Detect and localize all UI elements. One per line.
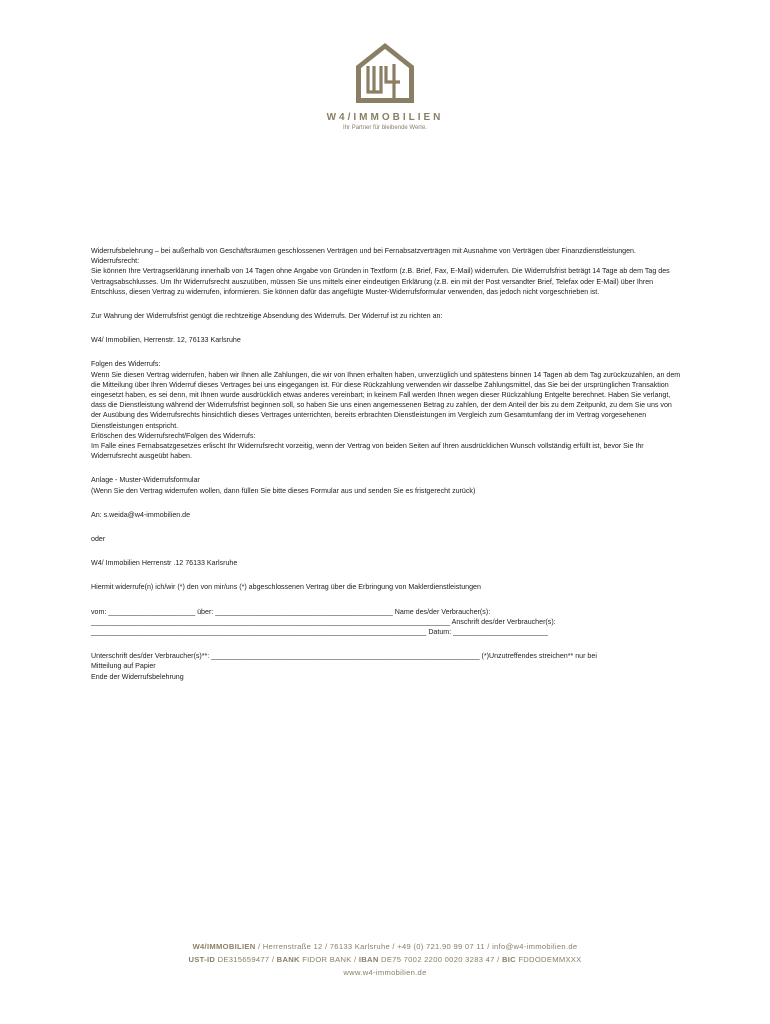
paper-note: Mitteilung auf Papier bbox=[91, 662, 156, 671]
address-text: W4/ Immobilien, Herrenstr. 12, 76133 Karlsruhe bbox=[91, 336, 241, 345]
brand-tagline: Ihr Partner für bleibende Werte. bbox=[343, 125, 427, 131]
heading-expiry: Erlöschen des Widerrufsrecht/Folgen des Widerrufs: bbox=[91, 431, 256, 440]
form-line-date: _____________________________________________________________________________________ Datum: ________________________ bbox=[91, 628, 548, 637]
email-recipient: An: s.weida@w4-immobilien.de bbox=[91, 510, 191, 519]
footer-contact: / Herrenstraße 12 / 76133 Karlsruhe / +49 (0) 721.90 99 07 11 / info@w4-immobilien.de bbox=[255, 942, 578, 951]
heading-revocation-right: Widerrufsrecht: bbox=[91, 257, 140, 266]
footer-line-bank bbox=[0, 953, 770, 966]
brand-name: W4/IMMOBILIEN bbox=[326, 112, 444, 123]
annex-note: (Wenn Sie den Vertrag widerrufen wollen, dann füllen Sie bitte dieses Formular aus und senden Sie es fristgerecht zurück) bbox=[91, 486, 476, 495]
footer-ust-label: UST-ID bbox=[188, 955, 216, 964]
footer-bank-label: BANK bbox=[276, 955, 300, 964]
annex-title: Anlage - Muster-Widerrufsformular bbox=[91, 476, 200, 485]
footer-line-contact bbox=[0, 940, 770, 953]
deadline-text: Zur Wahrung der Widerrufsfrist genügt die rechtzeitige Absendung des Widerrufs. Der Widerruf ist zu richten an: bbox=[91, 312, 443, 321]
footer bbox=[0, 940, 770, 979]
document-body bbox=[91, 246, 681, 682]
footer-website: www.w4-immobilien.de bbox=[343, 968, 427, 977]
w4-house-logo-icon bbox=[352, 40, 418, 106]
revocation-right-text: Sie können Ihre Vertragserklärung innerhalb von 14 Tagen ohne Angabe von Gründen in Textform (z.B. Brief, Fax, E-Mail) widerrufen. Die Widerrufsfrist beträgt 14 Tage ab dem Tag des Vertragsabschlusses. Um Ihr Widerrufsrecht auszuüben, müssen Sie uns mittels einer eindeutigen Erklärung (z.B. ein mit der Post versandter Brief, Telefax oder E-Mail) über Ihren Entschluss, diesen Vertrag zu widerrufen, informieren. Sie können dafür das angefügte Muster-Widerrufsformular verwenden, das jedoch nicht vorgeschrieben ist. bbox=[91, 267, 672, 296]
signature-line: Unterschrift des/der Verbraucher(s)**: ____________________________________________________________________ (*)Unzutreffendes streichen** nur bei bbox=[91, 652, 597, 661]
footer-bank: FIDOR BANK / bbox=[299, 955, 359, 964]
form-line-date-subject: vom: ______________________ über: _____________________________________________ Name des/der Verbraucher(s): bbox=[91, 607, 491, 616]
footer-brand: W4/IMMOBILIEN bbox=[192, 942, 256, 951]
heading-consequences: Folgen des Widerrufs: bbox=[91, 360, 161, 369]
or-text: oder bbox=[91, 535, 106, 544]
company-logo bbox=[0, 40, 770, 131]
intro-text: Widerrufsbelehrung – bei außerhalb von Geschäftsräumen geschlossenen Verträgen und bei Fernabsatzverträgen mit Ausnahme von Verträgen über Finanzdienstleistungen. bbox=[91, 247, 636, 255]
footer-ust: DE315659477 / bbox=[215, 955, 277, 964]
end-note: Ende der Widerrufsbelehrung bbox=[91, 672, 184, 681]
revocation-statement: Hiermit widerrufe(n) ich/wir (*) den von mir/uns (*) abgeschlossenen Vertrag über die Erbringung von Maklerdienstleistungen bbox=[91, 583, 481, 592]
footer-bic-label: BIC bbox=[501, 955, 516, 964]
footer-bic: FDDODEMMXXX bbox=[515, 955, 582, 964]
expiry-text: Im Falle eines Fernabsatzgesetzes erlischt Ihr Widerrufsrecht vorzeitig, wenn der Vertrag von beiden Seiten auf Ihren ausdrücklichen Wunsch vollständig erfüllt ist, bevor Sie Ihr Widerrufsrecht ausgeübt haben. bbox=[91, 442, 646, 461]
footer-iban: DE75 7002 2200 0020 3283 47 / bbox=[378, 955, 502, 964]
consequences-text: Wenn Sie diesen Vertrag widerrufen, haben wir Ihnen alle Zahlungen, die wir von Ihnen erhalten haben, unverzüglich und spätestens binnen 14 Tagen ab dem Tag zurückzuzahlen, an dem die Mitteilung über Ihren Widerruf dieses Vertrages bei uns eingegangen ist. Für diese Rückzahlung verwenden wir dasselbe Zahlungsmittel, das Sie bei der ursprünglichen Transaktion eingesetzt haben, es sei denn, mit Ihnen wurde ausdrücklich etwas anderes vereinbart; in keinem Fall werden Ihnen wegen dieser Rückzahlung Entgelte berechnet. Haben Sie verlangt, dass die Dienstleistung während der Widerrufsfrist beginnen soll, so haben Sie uns einen angemessenen Betrag zu zahlen, der dem Anteil der bis zu dem Zeitpunkt, zu dem Sie uns von der Ausübung des Widerrufsrechts hinsichtlich dieses Vertrages unterrichten, bereits erbrachten Dienstleistungen im Vergleich zum Gesamtumfang der im Vertrag vorgesehenen Dienstleistungen entspricht. bbox=[91, 370, 683, 430]
footer-iban-label: IBAN bbox=[358, 955, 379, 964]
form-line-address: ___________________________________________________________________________________________ Anschrift des/der Verbraucher(s): bbox=[91, 617, 556, 626]
postal-recipient: W4/ Immobilien Herrenstr .12 76133 Karlsruhe bbox=[91, 559, 238, 568]
